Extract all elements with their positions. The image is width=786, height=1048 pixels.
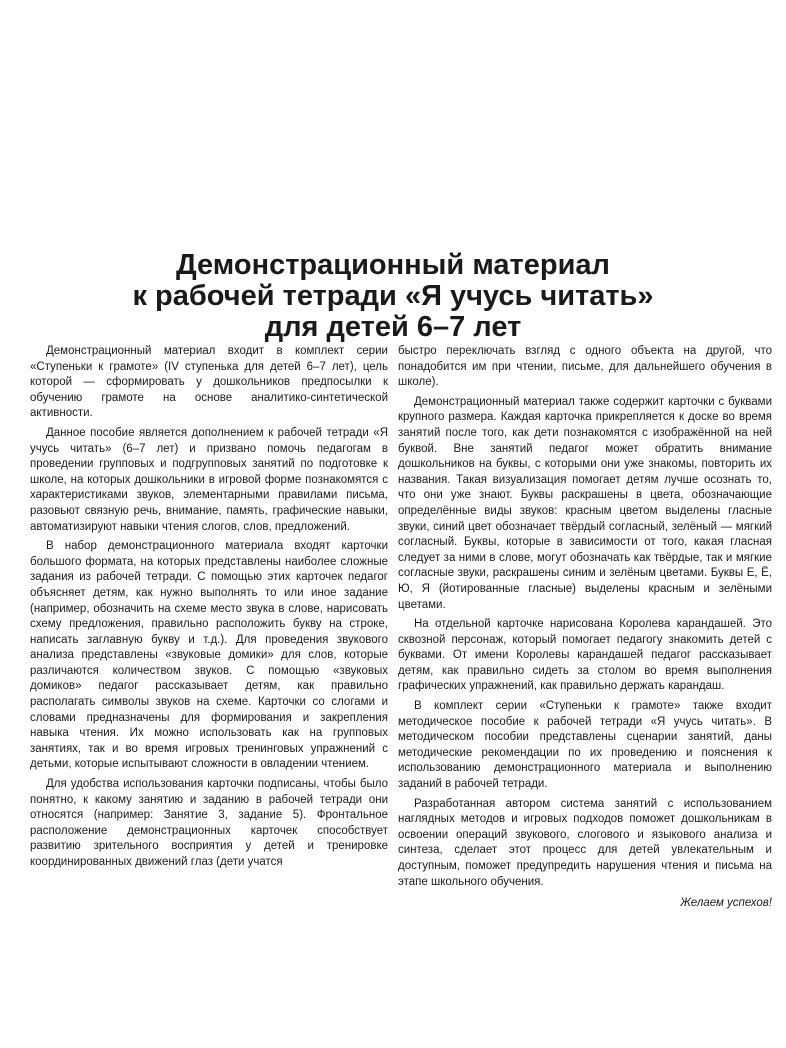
title-line-1: Демонстрационный материал [176, 249, 610, 281]
paragraph: Демонстрационный материал входит в комплект серии «Ступеньки к грамоте» (IV ступенька для детей 6–7 лет), цель которой — сформировать у дошкольников предпосылки к обучению грамоте на основе аналитико-синтетической активности. [30, 345, 388, 420]
paragraph: В комплект серии «Ступеньки к грамоте» также входит методическое пособие к рабочей тетради «Я учусь читать». В методическом пособии представлены сценарии занятий, даны методические рекомендации по их проведению и пояснения к использованию демонстрационного материала и выполнению заданий в рабочей тетради. [398, 700, 772, 791]
closing-wish: Желаем успехов! [680, 897, 772, 910]
right-column [398, 344, 772, 912]
paragraph: На отдельной карточке нарисована Королева карандашей. Это сквозной персонаж, который помогает педагогу знакомить детей с буквами. От имени Королевы карандашей педагог рассказывает детям, как правильно сидеть за столом во время выполнения графических упражнений, как правильно держать карандаш. [398, 618, 772, 693]
paragraph: Для удобства использования карточки подписаны, чтобы было понятно, к какому занятию и заданию в рабочей тетради они относятся (например: Занятие 3, задание 5). Фронтальное расположение демонстрационных карточек способствует развитию зрительного восприятия у детей и тренировке координированных движений глаз (дети учатся [30, 778, 388, 868]
paragraph: Демонстрационный материал также содержит карточки с буквами крупного размера. Каждая карточка прикрепляется к доске во время занятий после того, как дети познакомятся с изображённой на ней буквой. Вне занятий педагог может обратить внимание дошкольников на буквы, с которыми они уже знакомы, повторить их названия. Такая визуализация помогает детям лучше осознать то, что они уже знают. Буквы раскрашены в цвета, обозначающие определённые виды звуков: красным цветом выделены гласные звуки, синий цвет обозначает твёрдый согласный, зелёный — мягкий согласный. Буквы, которые в зависимости от того, какая гласная следует за ними в слове, могут обозначать как твёрдые, так и мягкие согласные звуки, раскрашены синим и зелёным цветами. Буквы Е, Ё, Ю, Я (йотированные гласные) выделены красным и зелёными цветами. [398, 395, 772, 611]
page-title [0, 250, 786, 343]
paragraph-continuation: быстро переключать взгляд с одного объекта на другой, что понадобится им при чтении, письме, для дальнейшего обучения в школе). [398, 345, 772, 389]
left-column [30, 344, 388, 875]
paragraph: Данное пособие является дополнением к рабочей тетради «Я учусь читать» (6–7 лет) и призвано помочь педагогам в проведении групповых и подгрупповых занятий по подготовке к школе, на которых дошкольники в игровой форме познакомятся с характеристиками звуков, элементарными правилами письма, разовьют связную речь, внимание, память, графические навыки, автоматизируют навыки чтения слогов, слов, предложений. [30, 426, 388, 533]
paragraph: Разработанная автором система занятий с использованием наглядных методов и игровых подходов поможет дошкольникам в освоении операций звукового, слогового и языкового анализа и синтеза, сделает этот процесс для детей увлекательным и доступным, поможет предупредить нарушения чтения и письма на этапе школьного обучения. [398, 797, 772, 888]
paragraph: В набор демонстрационного материала входят карточки большого формата, на которых представлены наиболее сложные задания из рабочей тетради. С помощью этих карточек педагог объясняет детям, как нужно выполнять то или иное задание (например, обозначить на схеме место звука в слове, нарисовать схему предложения, правильно расположить букву на строке, написать заглавную букву и т.д.). Для проведения звукового анализа представлены «звуковые домики» для слов, которые различаются количеством звуков. С помощью «звуковых домиков» педагог рассказывает детям, как правильно располагать символы звуков на схеме. Карточки со слогами и словами предназначены для формирования и закрепления навыка чтения. Их можно использовать как на групповых занятиях, так и во время игровых тренинговых упражнений с детьми, которые испытывают сложности в овладении чтением. [30, 540, 388, 771]
title-line-3: для детей 6–7 лет [264, 311, 522, 343]
title-line-2: к рабочей тетради «Я учусь читать» [132, 280, 654, 312]
